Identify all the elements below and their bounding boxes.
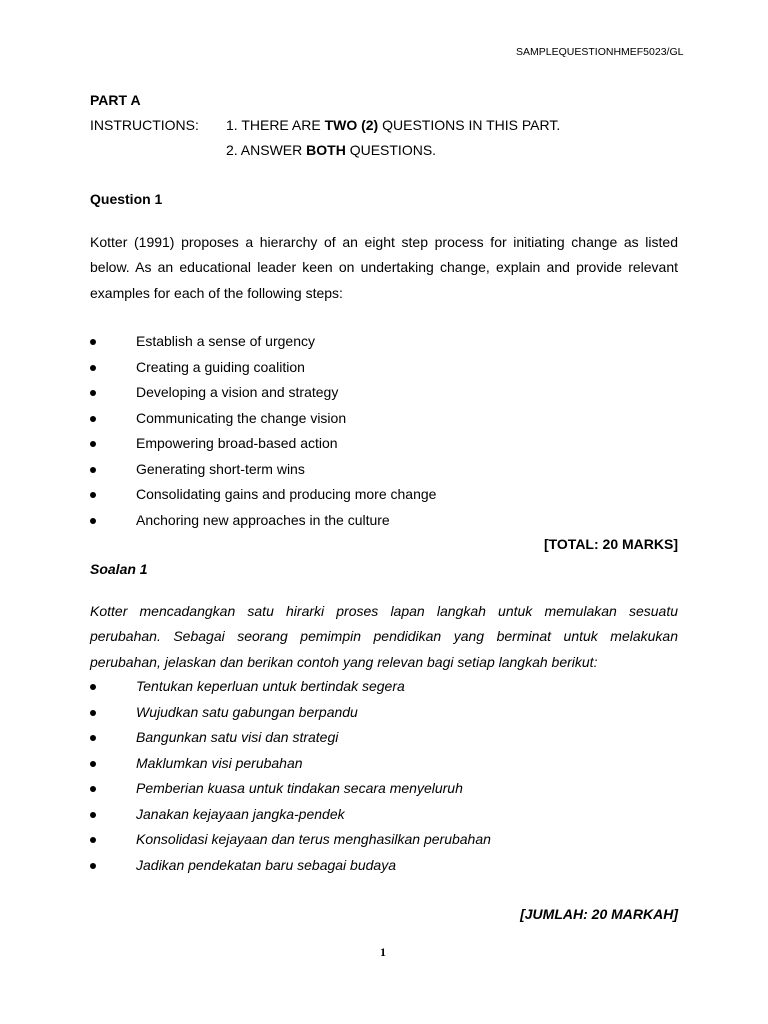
document-code: SAMPLEQUESTIONHMEF5023/GL [516, 46, 684, 58]
instructions-label: INSTRUCTIONS: [90, 117, 199, 133]
list-item: Generating short-term wins [90, 457, 678, 483]
bullet-icon [90, 684, 96, 690]
bullet-icon [90, 339, 96, 345]
bullet-icon [90, 812, 96, 818]
part-title: PART A [90, 92, 141, 108]
bullet-icon [90, 786, 96, 792]
list-item: Pemberian kuasa untuk tindakan secara menyeluruh [90, 776, 678, 802]
question-heading-en: Question 1 [90, 191, 163, 207]
list-item: Konsolidasi kejayaan dan terus menghasilkan perubahan [90, 827, 678, 853]
jumlah-markah: [JUMLAH: 20 MARKAH] [520, 906, 678, 922]
page-number: 1 [380, 945, 386, 959]
total-marks: [TOTAL: 20 MARKS] [543, 536, 678, 552]
bullet-icon [90, 416, 96, 422]
list-item: Consolidating gains and producing more change [90, 482, 678, 508]
instruction-item-2: 2. ANSWER BOTH QUESTIONS. [226, 142, 437, 158]
list-item: Tentukan keperluan untuk bertindak segera [90, 674, 678, 700]
list-item: Establish a sense of urgency [90, 329, 678, 355]
question-paragraph-ms: Kotter mencadangkan satu hirarki proses lapan langkah untuk memulakan sesuatu perubahan. Sebagai seorang pemimpin pendidikan yang berminat untuk melakukan perubahan, jelaskan dan berikan contoh yang relevan bagi setiap langkah berikut: [90, 603, 678, 670]
bullet-icon [90, 441, 96, 447]
list-item: Communicating the change vision [90, 406, 678, 432]
list-item: Developing a vision and strategy [90, 380, 678, 406]
bullet-icon [90, 518, 96, 524]
list-item: Creating a guiding coalition [90, 355, 678, 381]
bullet-icon [90, 710, 96, 716]
instruction-item-1: 1. THERE ARE TWO (2) QUESTIONS IN THIS PART. [226, 117, 561, 133]
list-item: Wujudkan satu gabungan berpandu [90, 700, 678, 726]
bullet-icon [90, 837, 96, 843]
list-item: Bangunkan satu visi dan strategi [90, 725, 678, 751]
bullet-icon [90, 735, 96, 741]
bullet-icon [90, 467, 96, 473]
bullet-icon [90, 492, 96, 498]
steps-list-en [90, 329, 678, 533]
bullet-icon [90, 390, 96, 396]
list-item: Anchoring new approaches in the culture [90, 508, 678, 534]
question-paragraph-en: Kotter (1991) proposes a hierarchy of an eight step process for initiating change as listed below. As an educational leader keen on undertaking change, explain and provide relevant examples for each of the following steps: [90, 234, 678, 301]
bullet-icon [90, 863, 96, 869]
list-item: Empowering broad-based action [90, 431, 678, 457]
list-item: Maklumkan visi perubahan [90, 751, 678, 777]
steps-list-ms [90, 674, 678, 878]
list-item: Jadikan pendekatan baru sebagai budaya [90, 853, 678, 879]
bullet-icon [90, 365, 96, 371]
list-item: Janakan kejayaan jangka-pendek [90, 802, 678, 828]
question-heading-ms: Soalan 1 [90, 561, 148, 577]
bullet-icon [90, 761, 96, 767]
